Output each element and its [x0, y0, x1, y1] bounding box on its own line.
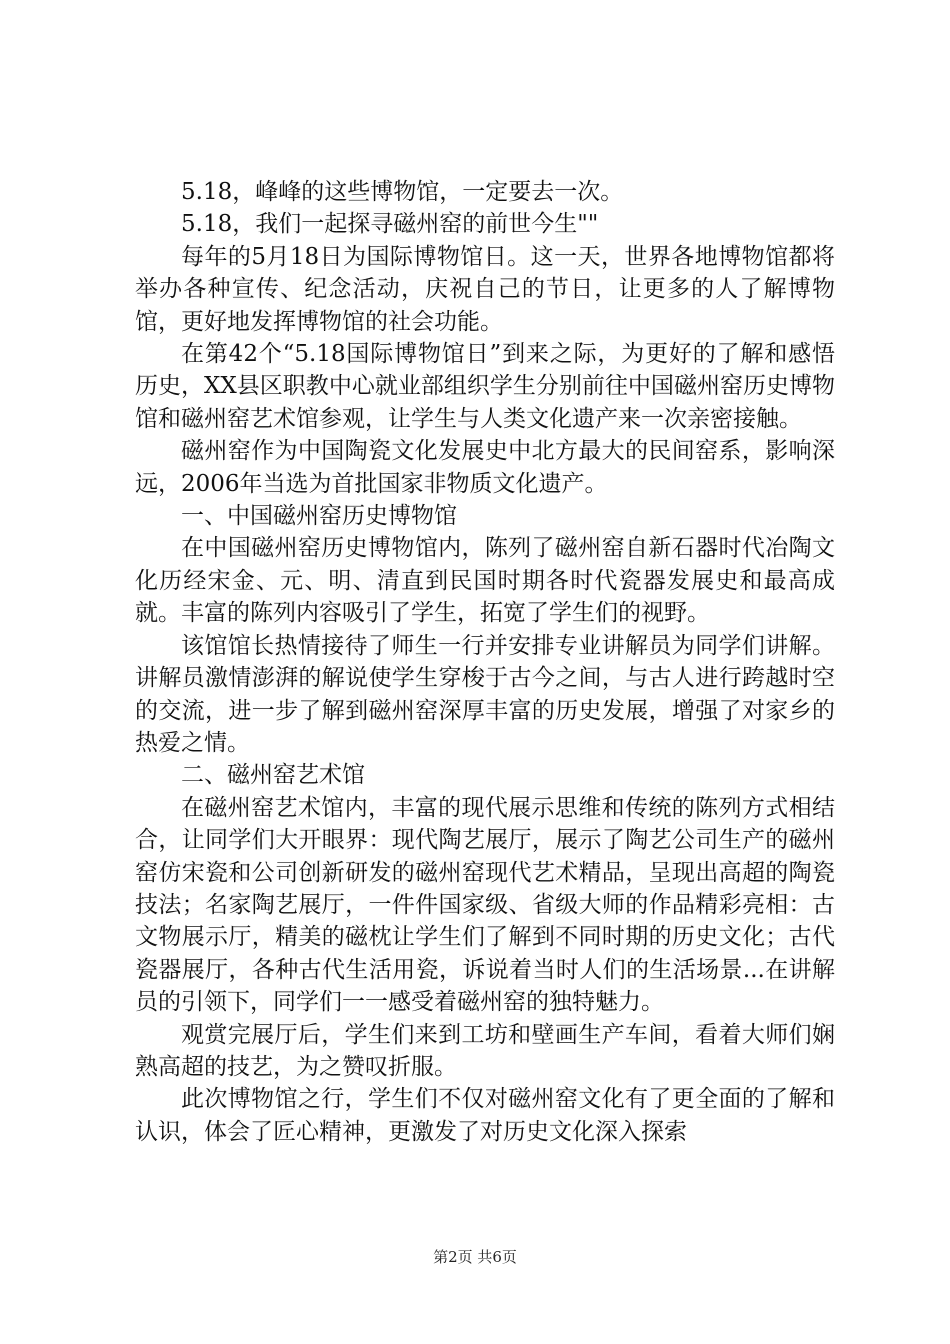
document-body: [135, 176, 835, 1148]
paragraph-conclusion: 此次博物馆之行，学生们不仅对磁州窑文化有了更全面的了解和认识，体会了匠心精神，更激发了对历史文化深入探索: [135, 1086, 835, 1145]
page-footer: [0, 1247, 950, 1267]
paragraph-history-museum-exhibits: 在中国磁州窑历史博物馆内，陈列了磁州窑自新石器时代冶陶文化历经宋金、元、明、清直到民国时期各时代瓷器发展史和最高成就。丰富的陈列内容吸引了学生，拓宽了学生们的视野。: [135, 535, 835, 627]
section-heading-art-museum: 二、磁州窑艺术馆: [181, 762, 365, 789]
paragraph-intro-2: 5.18，我们一起探寻磁州窑的前世今生"": [181, 211, 599, 238]
paragraph-art-museum-exhibits: 在磁州窑艺术馆内，丰富的现代展示思维和传统的陈列方式相结合，让同学们大开眼界：现代陶艺展厅，展示了陶艺公司生产的磁州窑仿宋瓷和公司创新研发的磁州窑现代艺术精品，呈现出高超的陶瓷技法；名家陶艺展厅，一件件国家级、省级大师的作品精彩亮相：古文物展示厅，精美的磁枕让学生们了解到不同时期的历史文化；古代瓷器展厅，各种古代生活用瓷，诉说着当时人们的生活场景...在讲解员的引领下，同学们一一感受着磁州窑的独特魅力。: [135, 794, 835, 1016]
paragraph-history-museum-guide: 该馆馆长热情接待了师生一行并安排专业讲解员为同学们讲解。讲解员激情澎湃的解说使学生穿梭于古今之间，与古人进行跨越时空的交流，进一步了解到磁州窑深厚丰富的历史发展，增强了对家乡的热爱之情。: [135, 632, 835, 756]
page-number-indicator: 第2页 共6页: [433, 1248, 517, 1266]
paragraph-intro-1: 5.18，峰峰的这些博物馆，一定要去一次。: [181, 179, 624, 205]
paragraph-workshop-visit: 观赏完展厅后，学生们来到工坊和壁画生产车间，看着大师们娴熟高超的技艺，为之赞叹折服。: [135, 1021, 835, 1080]
paragraph-museum-day: 每年的5月18日为国际博物馆日。这一天，世界各地博物馆都将举办各种宣传、纪念活动，庆祝自己的节日，让更多的人了解博物馆，更好地发挥博物馆的社会功能。: [135, 243, 835, 335]
section-heading-history-museum: 一、中国磁州窑历史博物馆: [181, 503, 457, 530]
paragraph-visit-purpose: 在第42个“5.18国际博物馆日”到来之际，为更好的了解和感悟历史，XX县区职教中心就业部组织学生分别前往中国磁州窑历史博物馆和磁州窑艺术馆参观，让学生与人类文化遗产来一次亲密接触。: [135, 341, 835, 432]
paragraph-cizhou-heritage: 磁州窑作为中国陶瓷文化发展史中北方最大的民间窑系，影响深远，2006年当选为首批国家非物质文化遗产。: [135, 438, 835, 497]
